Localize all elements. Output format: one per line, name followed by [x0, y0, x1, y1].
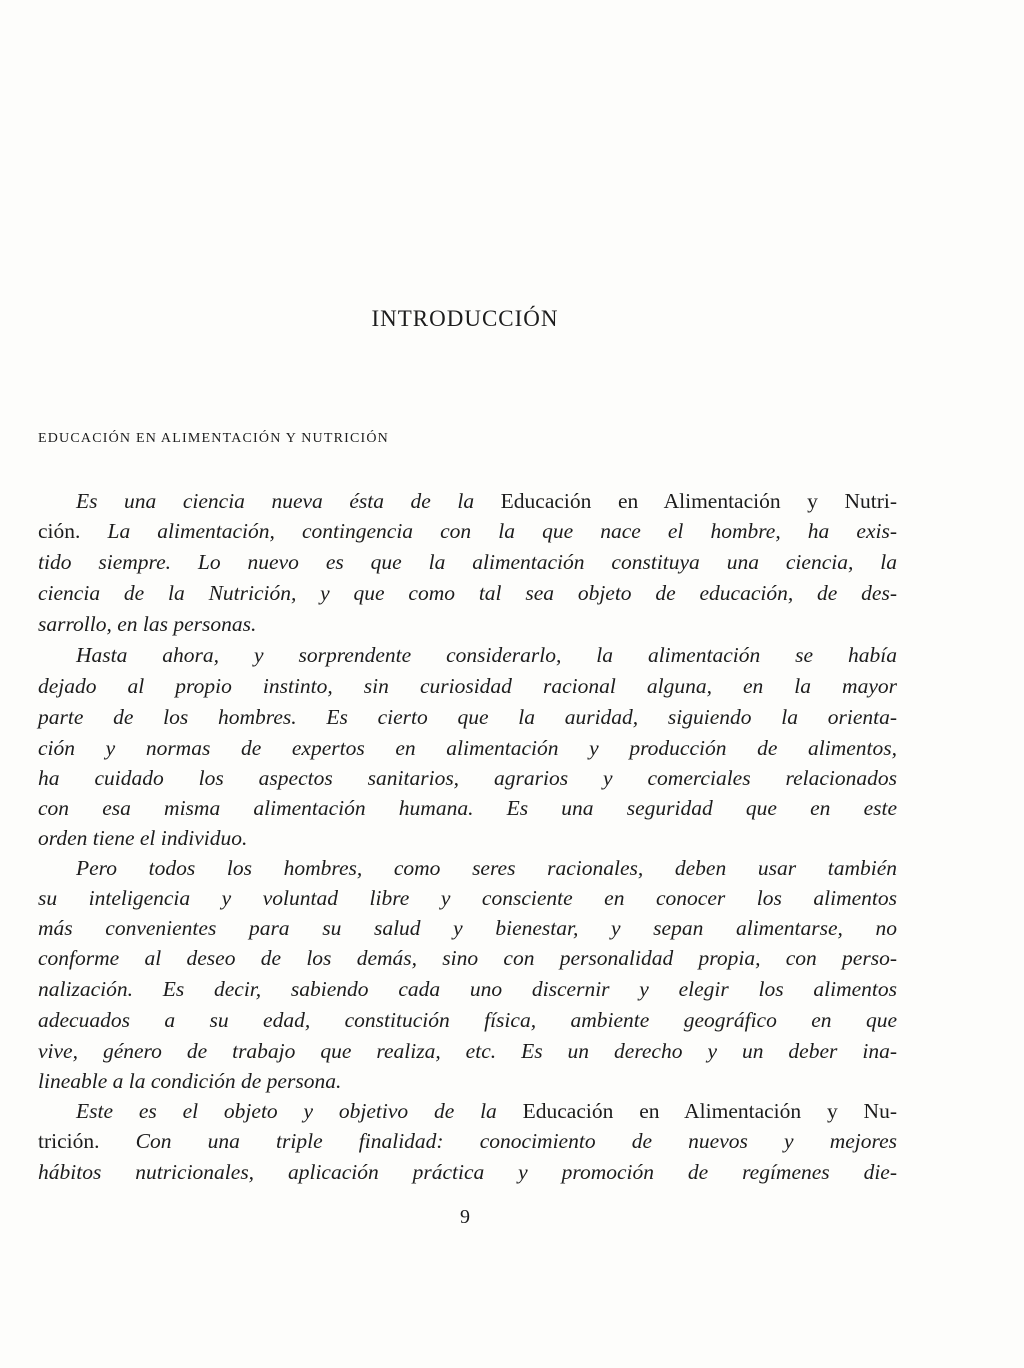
text-line: lineable a la condición de persona. [38, 1069, 342, 1093]
text-line: conforme al deseo de los demás, sino con personalidad propia, con perso- [38, 946, 897, 970]
text-line: ción y normas de expertos en alimentación y producción de alimentos, [38, 736, 897, 760]
section-heading: EDUCACIÓN EN ALIMENTACIÓN Y NUTRICIÓN [38, 431, 389, 446]
text-line: sarrollo, en las personas. [38, 612, 257, 636]
text-line: ciencia de la Nutrición, y que como tal sea objeto de educación, de des- [38, 581, 897, 605]
text-line: dejado al propio instinto, sin curiosidad racional alguna, en la mayor [38, 674, 897, 698]
text-line: trición. Con una triple finalidad: conocimiento de nuevos y mejores [38, 1129, 897, 1153]
text-line: adecuados a su edad, constitución física, ambiente geográfico en que [38, 1008, 897, 1032]
text-line: nalización. Es decir, sabiendo cada uno discernir y elegir los alimentos [38, 977, 897, 1001]
text-line: Hasta ahora, y sorprendente considerarlo, la alimentación se había [76, 643, 897, 667]
text-line: Pero todos los hombres, como seres racionales, deben usar también [76, 856, 897, 880]
text-line: orden tiene el individuo. [38, 826, 248, 850]
text-line: más convenientes para su salud y bienestar, y sepan alimentarse, no [38, 916, 897, 940]
text-line: Es una ciencia nueva ésta de la Educación en Alimentación y Nutri- [76, 489, 898, 513]
text-line: ha cuidado los aspectos sanitarios, agrarios y comerciales relacionados [38, 766, 897, 790]
page-title: INTRODUCCIÓN [371, 306, 559, 331]
text-line: su inteligencia y voluntad libre y consciente en conocer los alimentos [38, 886, 897, 910]
text-line: ción. La alimentación, contingencia con la que nace el hombre, ha exis- [38, 519, 897, 543]
text-line: hábitos nutricionales, aplicación práctica y promoción de regímenes die- [38, 1160, 897, 1184]
text-line: parte de los hombres. Es cierto que la auridad, siguiendo la orienta- [38, 705, 897, 729]
text-line: Este es el objeto y objetivo de la Educación en Alimentación y Nu- [76, 1099, 897, 1123]
text-line: vive, género de trabajo que realiza, etc. Es un derecho y un deber ina- [38, 1039, 897, 1063]
text-line: con esa misma alimentación humana. Es una seguridad que en este [38, 796, 897, 820]
text-line: tido siempre. Lo nuevo es que la alimentación constituya una ciencia, la [38, 550, 897, 574]
page-number: 9 [460, 1206, 470, 1228]
